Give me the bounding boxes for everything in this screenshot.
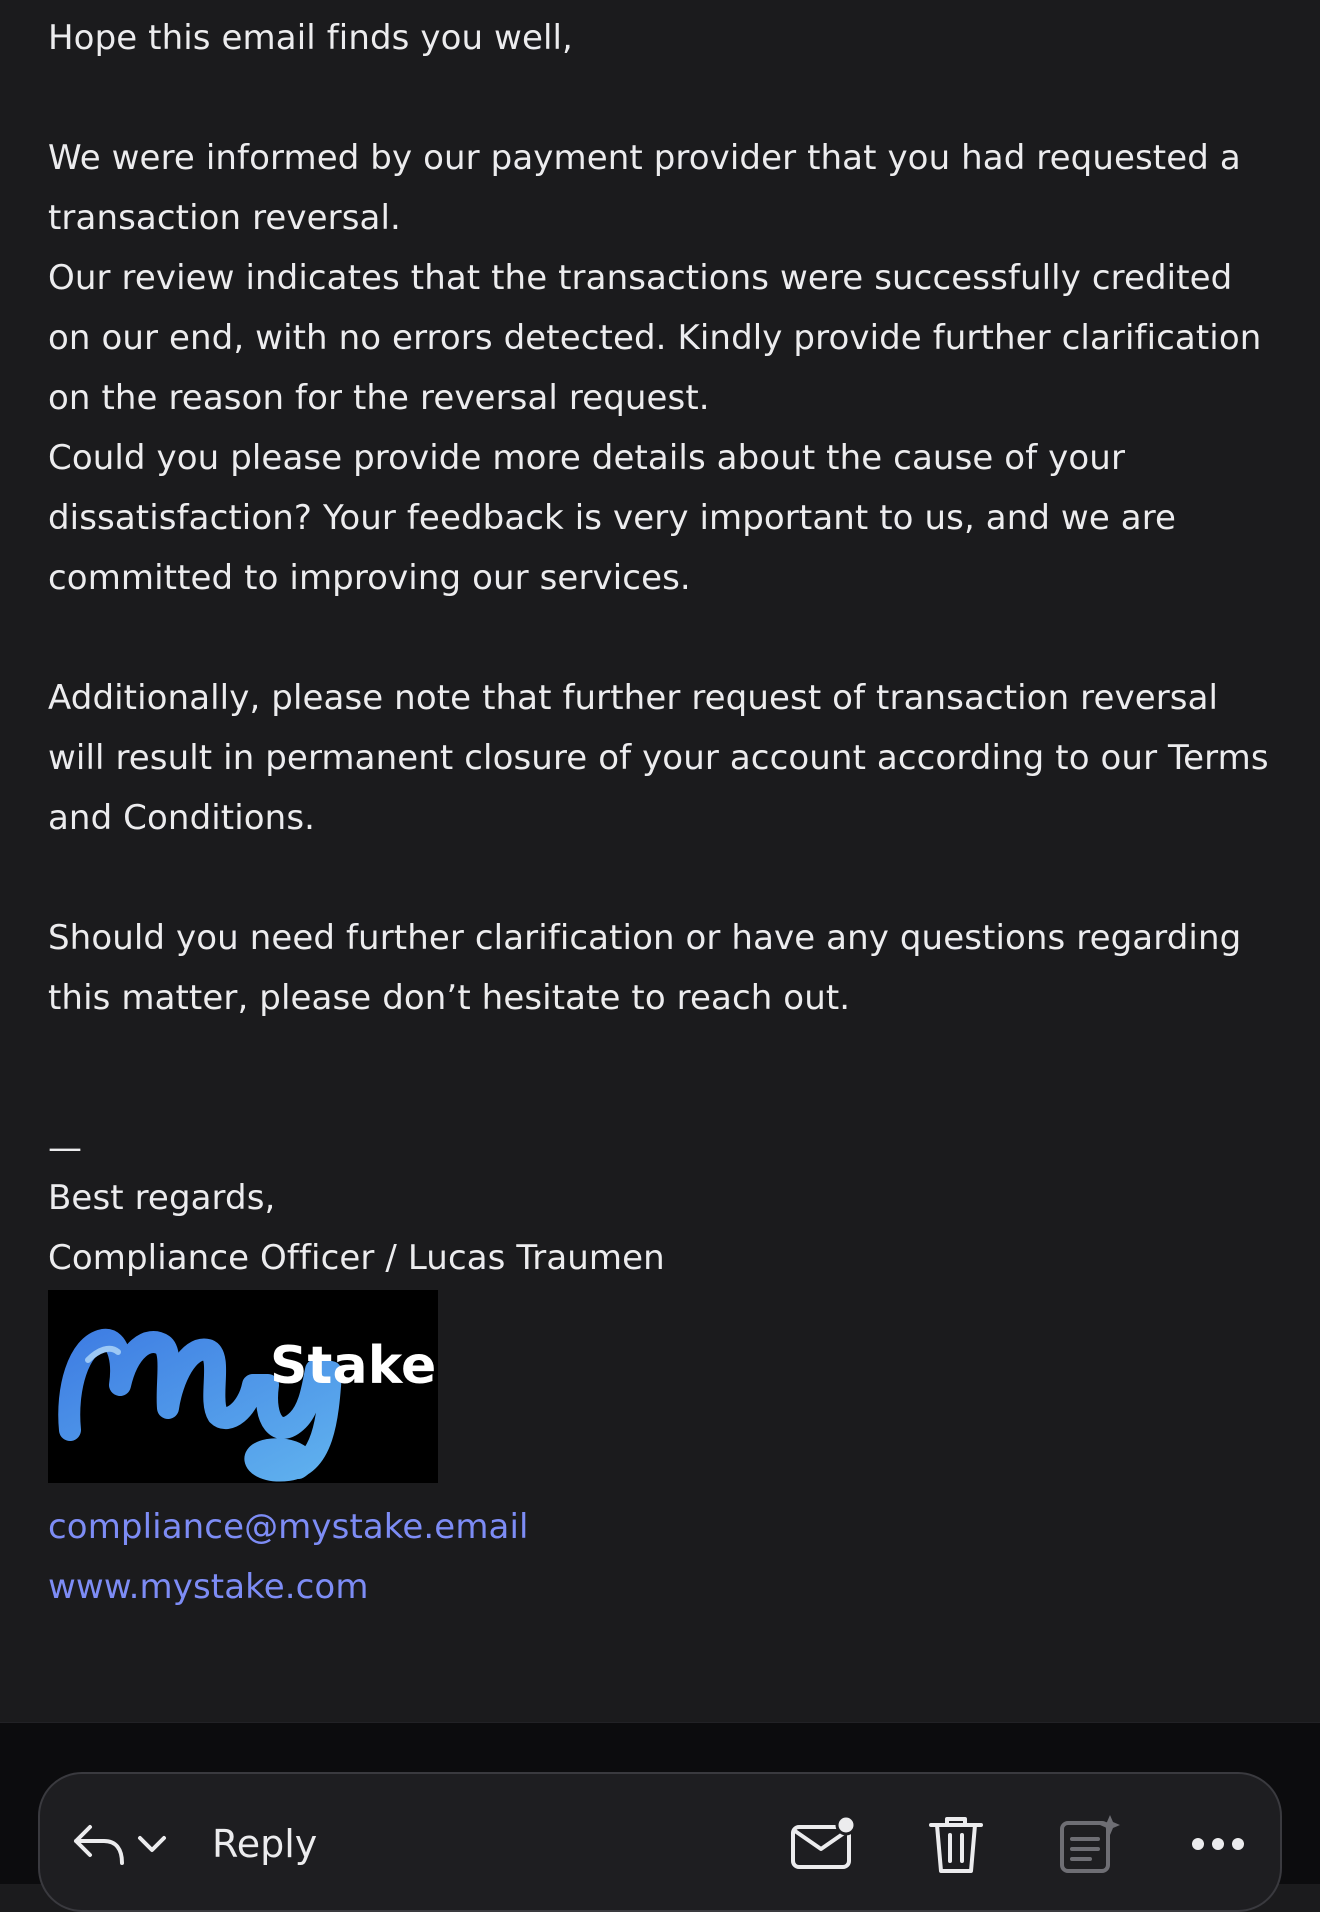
paragraph-details-request: Could you please provide more details about the cause of your dissatisfaction? Your feedback is very important to us, and we are committed to improving our services.: [48, 438, 1177, 598]
mystake-logo-graphic: [48, 1290, 438, 1483]
mystake-logo: [48, 1290, 438, 1483]
compliance-email-link[interactable]: compliance@mystake.email: [48, 1507, 529, 1547]
bottom-bar: [0, 1722, 1320, 1884]
greeting: Hope this email finds you well,: [48, 18, 573, 58]
paragraph-review: Our review indicates that the transactions were successfully credited on our end, with no errors detected. Kindly provide further clarification on the reason for the reversal request.: [48, 258, 1262, 418]
reply-arrow-icon[interactable]: [68, 1812, 128, 1876]
blank-line: [48, 68, 1278, 128]
blank-line: [48, 1088, 1278, 1128]
trash-icon[interactable]: [924, 1812, 988, 1876]
signature-closing: Best regards,: [48, 1178, 276, 1218]
paragraph-reversal-notice: We were informed by our payment provider that you had requested a transaction reversal.: [48, 138, 1241, 238]
more-icon[interactable]: [1188, 1812, 1248, 1876]
website-link[interactable]: www.mystake.com: [48, 1567, 369, 1607]
mail-unread-icon[interactable]: [788, 1812, 858, 1876]
reply-button[interactable]: Reply: [212, 1822, 318, 1866]
logo-wordmark: Stake: [270, 1336, 437, 1396]
email-action-toolbar: [38, 1772, 1282, 1912]
paragraph-warning: Additionally, please note that further request of transaction reversal will result in permanent closure of your account according to our Terms and Conditions.: [48, 678, 1269, 838]
blank-line: [48, 1028, 1278, 1088]
email-body: [48, 8, 1278, 1617]
signature-name: Compliance Officer / Lucas Traumen: [48, 1238, 665, 1278]
blank-line: [48, 848, 1278, 908]
signature-dash: —: [48, 1128, 83, 1168]
add-to-list-icon[interactable]: [1056, 1812, 1122, 1876]
paragraph-contact: Should you need further clarification or have any questions regarding this matter, please don’t hesitate to reach out.: [48, 918, 1242, 1018]
chevron-down-icon[interactable]: [132, 1812, 172, 1876]
blank-line: [48, 608, 1278, 668]
